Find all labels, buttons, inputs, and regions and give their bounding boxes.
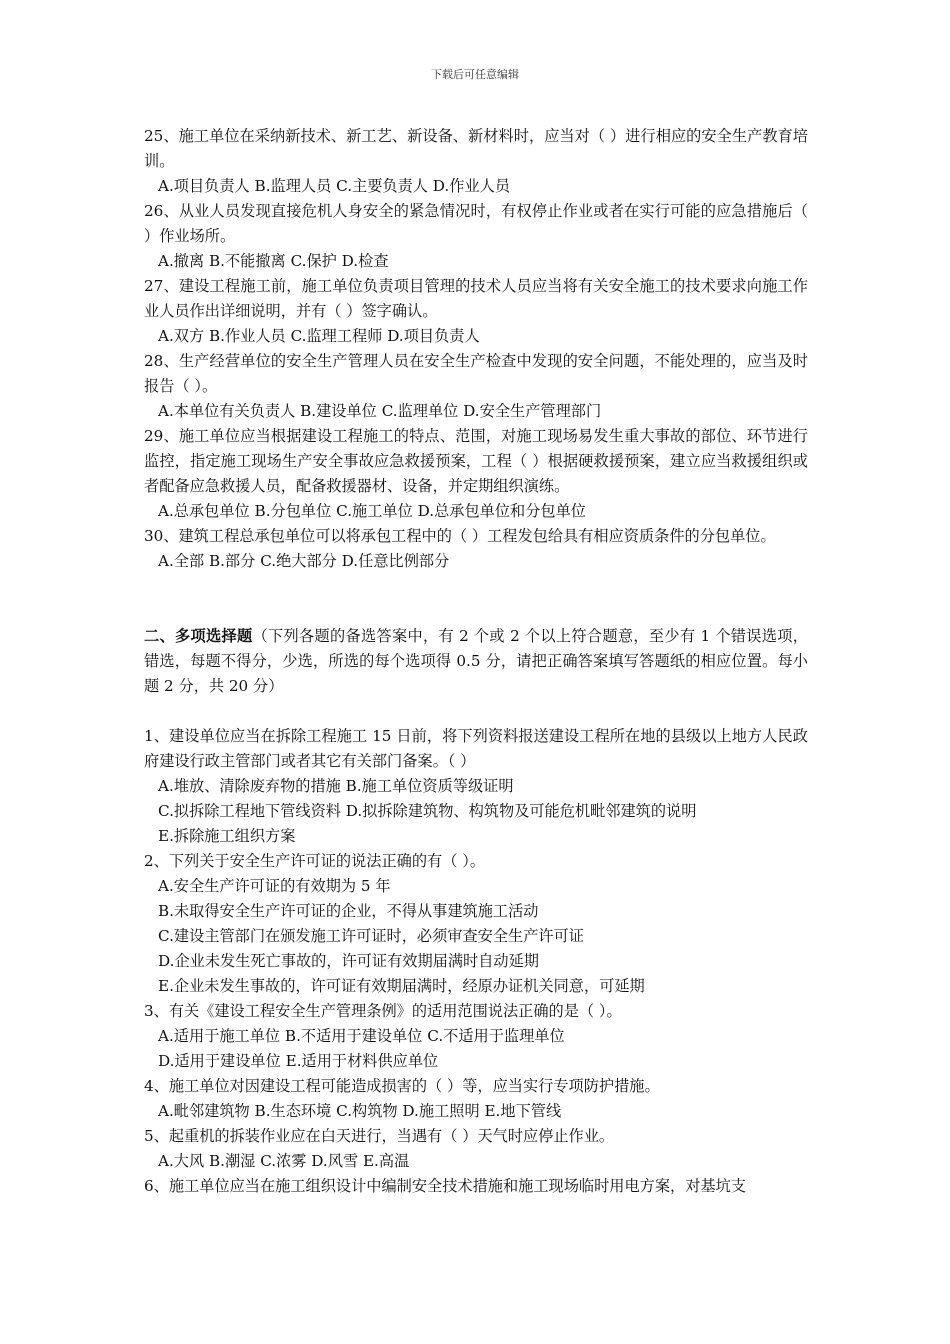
question-options: A.堆放、清除废弃物的措施 B.施工单位资质等级证明 — [158, 777, 514, 795]
section-spacer — [144, 699, 808, 724]
question-options: A.本单位有关负责人 B.建设单位 C.监理单位 D.安全生产管理部门 — [158, 402, 602, 420]
single-choice-questions — [144, 124, 808, 574]
question-options: A.毗邻建筑物 B.生态环境 C.构筑物 D.施工照明 E.地下管线 — [158, 1102, 562, 1120]
question-options: A.双方 B.作业人员 C.监理工程师 D.项目负责人 — [158, 327, 480, 345]
question-text: 4、施工单位对因建设工程可能造成损害的（ ）等，应当实行专项防护措施。 — [144, 1077, 660, 1095]
question-text: 1、建设单位应当在拆除工程施工 15 日前，将下列资料报送建设工程所在地的县级以上地方人民政府建设行政主管部门或者其它有关部门备案。（ ） — [144, 727, 808, 770]
question-options: E.企业未发生事故的，许可证有效期届满时，经原办证机关同意，可延期 — [158, 977, 645, 995]
question-options: A.安全生产许可证的有效期为 5 年 — [158, 877, 391, 895]
multiple-choice-questions — [144, 724, 808, 1199]
question-text: 29、施工单位应当根据建设工程施工的特点、范围，对施工现场易发生重大事故的部位、环节进行监控，指定施工现场生产安全事故应急救援预案，工程（ ）根据硬救援预案，建立应当救援组织或者配备应急救援人员，配备救援器材、设备，并定期组织演练。 — [144, 427, 808, 495]
question-options: D.企业未发生死亡事故的，许可证有效期届满时自动延期 — [158, 952, 539, 970]
question-text: 27、建设工程施工前，施工单位负责项目管理的技术人员应当将有关安全施工的技术要求向施工作业人员作出详细说明，并有（ ）签字确认。 — [144, 277, 808, 320]
question-options: B.未取得安全生产许可证的企业，不得从事建筑施工活动 — [158, 902, 539, 920]
question-block — [144, 1124, 808, 1174]
section-heading — [144, 624, 808, 699]
question-text: 5、起重机的拆装作业应在白天进行，当遇有（ ）天气时应停止作业。 — [144, 1127, 615, 1145]
question-text: 26、从业人员发现直接危机人身安全的紧急情况时，有权停止作业或者在实行可能的应急措施后（ ）作业场所。 — [144, 202, 808, 245]
question-options: A.大风 B.潮湿 C.浓雾 D.风雪 E.高温 — [158, 1152, 410, 1170]
question-text: 28、生产经营单位的安全生产管理人员在安全生产检查中发现的安全问题，不能处理的，应当及时报告（ ）。 — [144, 352, 808, 395]
question-text: 6、施工单位应当在施工组织设计中编制安全技术措施和施工现场临时用电方案，对基坑支 — [144, 1177, 746, 1195]
question-options: D.适用于建设单位 E.适用于材料供应单位 — [158, 1052, 439, 1070]
question-options: A.撤离 B.不能撤离 C.保护 D.检查 — [158, 252, 389, 270]
question-block — [144, 849, 808, 999]
section-instructions: （下列各题的备选答案中，有 2 个或 2 个以上符合题意，至少有 1 个错误选项，错选，每题不得分，少选，所选的每个选项得 0.5 分，请把正确答案填写答题纸的相应位置。每小题 2 分，共 20 分） — [144, 627, 808, 695]
question-block — [144, 724, 808, 849]
question-block — [144, 124, 808, 199]
question-text: 3、有关《建设工程安全生产管理条例》的适用范围说法正确的是（ ）。 — [144, 1002, 622, 1020]
question-block — [144, 1074, 808, 1124]
question-options: A.项目负责人 B.监理人员 C.主要负责人 D.作业人员 — [158, 177, 511, 195]
question-block — [144, 524, 808, 574]
question-block — [144, 349, 808, 424]
question-options: E.拆除施工组织方案 — [158, 827, 296, 845]
question-block — [144, 424, 808, 524]
question-options: C.拟拆除工程地下管线资料 D.拟拆除建筑物、构筑物及可能危机毗邻建筑的说明 — [158, 802, 697, 820]
question-options: A.总承包单位 B.分包单位 C.施工单位 D.总承包单位和分包单位 — [158, 502, 586, 520]
question-text: 25、施工单位在采纳新技术、新工艺、新设备、新材料时，应当对（ ）进行相应的安全生产教育培训。 — [144, 127, 808, 170]
question-block — [144, 999, 808, 1074]
question-text: 2、下列关于安全生产许可证的说法正确的有（ ）。 — [144, 852, 486, 870]
question-block — [144, 199, 808, 274]
question-options: C.建设主管部门在颁发施工许可证时，必须审查安全生产许可证 — [158, 927, 584, 945]
question-options: A.全部 B.部分 C.绝大部分 D.任意比例部分 — [158, 552, 450, 570]
question-block — [144, 274, 808, 349]
question-block — [144, 1174, 808, 1199]
document-body — [144, 124, 808, 1199]
section-spacer — [144, 574, 808, 624]
question-text: 30、建筑工程总承包单位可以将承包工程中的（ ）工程发包给具有相应资质条件的分包单位。 — [144, 527, 776, 545]
page-header: 下载后可任意编辑 — [431, 68, 519, 81]
section-title: 二、多项选择题 — [144, 627, 253, 645]
question-options: A.适用于施工单位 B.不适用于建设单位 C.不适用于监理单位 — [158, 1027, 565, 1045]
